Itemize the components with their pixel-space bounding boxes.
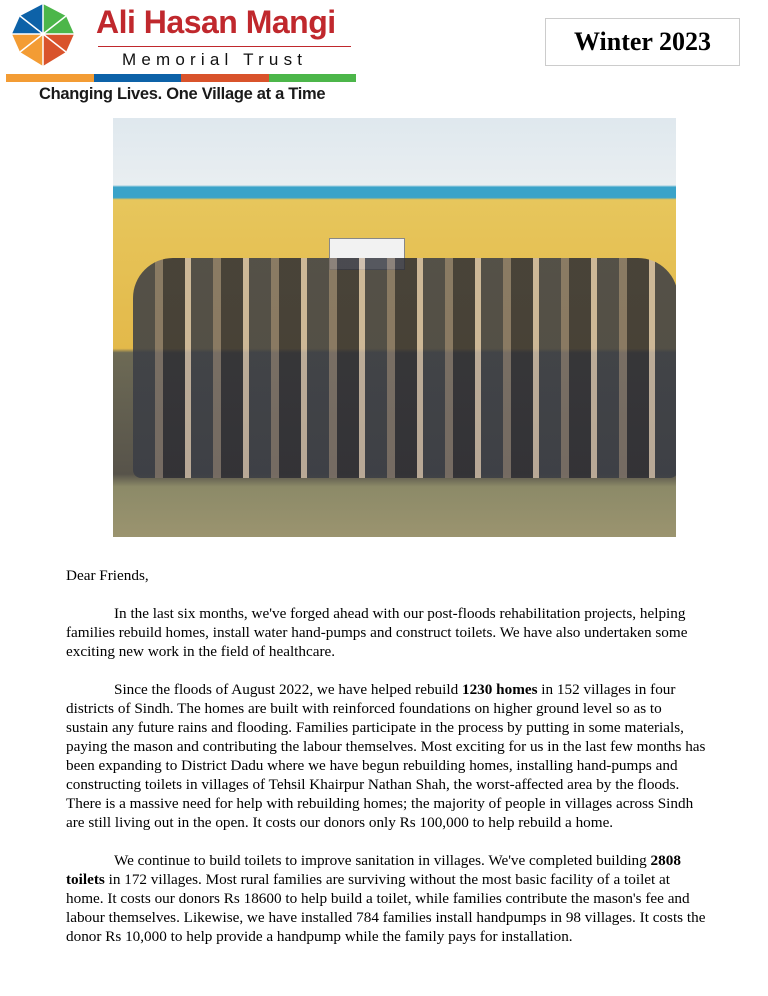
- tagline: Changing Lives. One Village at a Time: [39, 85, 326, 103]
- group-photo: [113, 118, 676, 537]
- color-bars: [6, 74, 356, 82]
- edition-box: [545, 18, 740, 66]
- logo-divider: [98, 46, 351, 47]
- edition-label: Winter 2023: [574, 27, 711, 56]
- paragraph-3: We continue to build toilets to improve sanitation in villages. We've completed building 2808 toilets in 172 villages. Most rural families are surviving without the most basic facility of a toilet at home. It costs our donors Rs 18600 to help build a toilet, while families contribute the mason's fee and labour themselves. Likewise, we have installed 784 families install handpumps in 98 villages. It costs the donor Rs 10,000 to help provide a handpump while the family pays for installation.: [66, 852, 706, 945]
- group-of-people: [133, 258, 676, 478]
- toilets-count: 2808 toilets: [66, 852, 681, 888]
- paragraph-2: Since the floods of August 2022, we have helped rebuild 1230 homes in 152 villages in four districts of Sindh. The homes are built with reinforced foundations on higher ground level so as to sustain any future rains and flooding. Families participate in the process by putting in some materials, paying the mason and contributing the labour themselves. Most exciting for us in the last few months has been expanding to District Dadu where we have begun rebuilding homes, installing hand-pumps and constructing toilets in villages of Tehsil Khairpur Nathan Shah, the worst-affected area by the floods. There is a massive need for help with rebuilding homes; the majority of people in villages across Sindh are still living out in the open. It costs our donors only Rs 100,000 to help rebuild a home.: [66, 681, 706, 831]
- logo-title: Ali Hasan Mangi: [96, 4, 336, 40]
- logo-subtitle: Memorial Trust: [122, 50, 308, 69]
- greeting: Dear Friends,: [66, 567, 149, 584]
- logo-mark-icon: [8, 2, 78, 68]
- letter-body: [66, 566, 706, 965]
- homes-count: 1230 homes: [461, 681, 538, 698]
- logo: [6, 2, 358, 106]
- paragraph-1: In the last six months, we've forged ahead with our post-floods rehabilitation projects, helping families rebuild homes, install water hand-pumps and construct toilets. We have also undertaken some exciting new work in the field of healthcare.: [66, 605, 688, 660]
